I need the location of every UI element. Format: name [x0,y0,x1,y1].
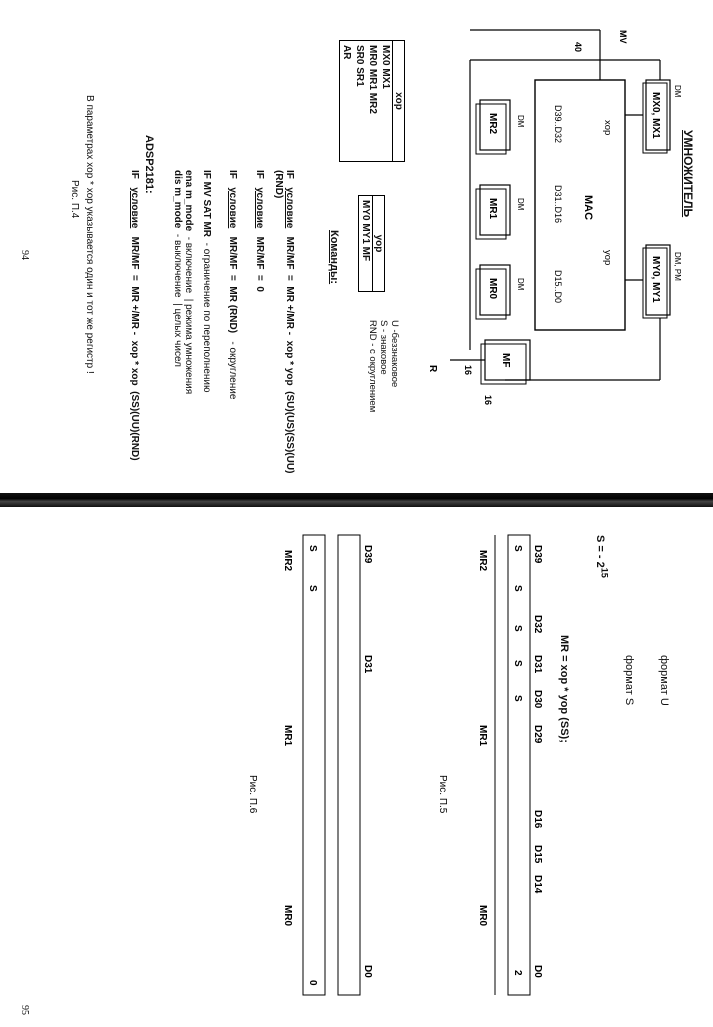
svg-text:DM: DM [516,198,525,211]
svg-text:D15: D15 [532,845,543,864]
svg-text:MR0: MR0 [282,905,293,927]
page-94 [10,20,700,490]
legend-s: S - знаковое [378,320,389,375]
svg-text:yop: yop [602,250,613,266]
mode-commands: ena m_mode - включение | режима умножения dis m_mode - выключение | целых чисел [172,170,194,395]
bus16b-label: 16 [483,395,493,406]
command-sat: IF MV SAT MR - ограничение по переполнению [201,170,212,393]
page-95 [10,525,700,1015]
svg-text:D16: D16 [532,810,543,829]
svg-text:S: S [512,695,523,702]
figure-caption-p4: Рис. П.4 [69,180,80,219]
footnote: В параметрах xop * xop указывается один и тот же регистр ! [84,95,95,374]
svg-text:S: S [307,545,318,552]
r-label: R [427,365,438,373]
svg-text:DM: DM [516,278,525,291]
svg-text:MAC: MAC [582,195,594,221]
svg-text:MR1: MR1 [477,725,488,747]
svg-text:MX0, MX1: MX0, MX1 [650,92,661,139]
figure-caption-p5: Рис. П.5 [437,775,448,814]
xop-row: MX0 MX1 [380,45,391,89]
s-formula-1: S = - $2^{15}$ [594,535,610,578]
dm-label: DM [673,85,682,98]
bus40-label: 40 [573,42,583,53]
yop-table [358,195,385,292]
dm-pm-label: DM, PM [673,252,682,281]
svg-text:2: 2 [512,970,523,976]
legend-u: U -беззнаковое [389,320,400,388]
bus16-label: 16 [463,365,473,376]
svg-text:MR0: MR0 [487,278,498,300]
svg-text:MR1: MR1 [282,725,293,747]
page-number-94: 94 [19,250,30,260]
xop-row: AR [341,45,352,60]
svg-text:D0: D0 [362,965,373,978]
svg-text:DM: DM [516,115,525,128]
svg-text:D30: D30 [532,690,543,709]
svg-text:D39..D32: D39..D32 [553,105,563,144]
command-round: IF условие MR/MF = MR (RND) - округление [227,170,238,400]
svg-text:D31: D31 [362,655,373,674]
format-s-label: формат S [623,655,635,706]
legend-rnd: RND - с округлением [367,320,378,413]
yop-table-header: yop [372,196,384,291]
svg-text:D14: D14 [532,875,543,894]
xop-row: MR0 MR1 MR2 [367,45,378,114]
svg-text:S: S [512,660,523,667]
command-clear: IF условие MR/MF = 0 [254,170,265,292]
svg-text:D31: D31 [532,655,543,674]
figure-caption-p6: Рис. П.6 [247,775,258,814]
yop-row: MY0 MY1 MF [360,200,371,262]
format-u-label: формат U [658,655,670,706]
svg-text:D32: D32 [532,615,543,634]
svg-text:D29: D29 [532,725,543,744]
legend [367,320,400,412]
mv-label: MV [618,30,628,44]
svg-text:MR1: MR1 [487,198,498,220]
adsp-title: ADSP2181: [143,135,155,194]
eq-label: MR = xop * yop (SS); [558,635,570,743]
command-mac: IF условие MR/MF = MR +/MR - xop * yop (SU)(US)(SS)(UU)(RND) [273,170,295,474]
svg-text:MR2: MR2 [487,113,498,135]
svg-text:S: S [307,585,318,592]
svg-text:D31..D16: D31..D16 [553,185,563,224]
svg-text:MY0, MY1: MY0, MY1 [650,256,661,303]
svg-text:S: S [512,585,523,592]
svg-text:MR0: MR0 [477,905,488,927]
svg-text:D15..D0: D15..D0 [553,270,563,304]
svg-text:MR2: MR2 [477,550,488,572]
svg-text:D39: D39 [532,545,543,564]
xop-table-header: xop [392,41,404,161]
section-title: УМНОЖИТЕЛЬ [681,130,695,218]
svg-text:S: S [512,625,523,632]
command-adsp: IF условие MR/MF = MR +/MR - xop * xop (SS)(UU)(RND) [129,170,140,461]
commands-title: Команды: [328,230,340,285]
page-number-95: 95 [19,1005,30,1015]
mx-register [643,80,670,153]
my-register [643,245,670,318]
svg-text:MF: MF [500,353,511,368]
svg-text:MR2: MR2 [282,550,293,572]
mr-registers [476,100,525,319]
page-divider [0,493,713,507]
svg-text:0: 0 [307,980,318,986]
xop-table [339,40,405,162]
svg-text:xop: xop [602,120,613,136]
svg-text:D39: D39 [362,545,373,564]
svg-text:D0: D0 [532,965,543,978]
xop-row: SR0 SR1 [354,45,365,87]
mf-register [481,340,530,384]
register-bit-tables [170,525,550,1015]
mac-unit [535,80,625,330]
svg-text:S: S [512,545,523,552]
